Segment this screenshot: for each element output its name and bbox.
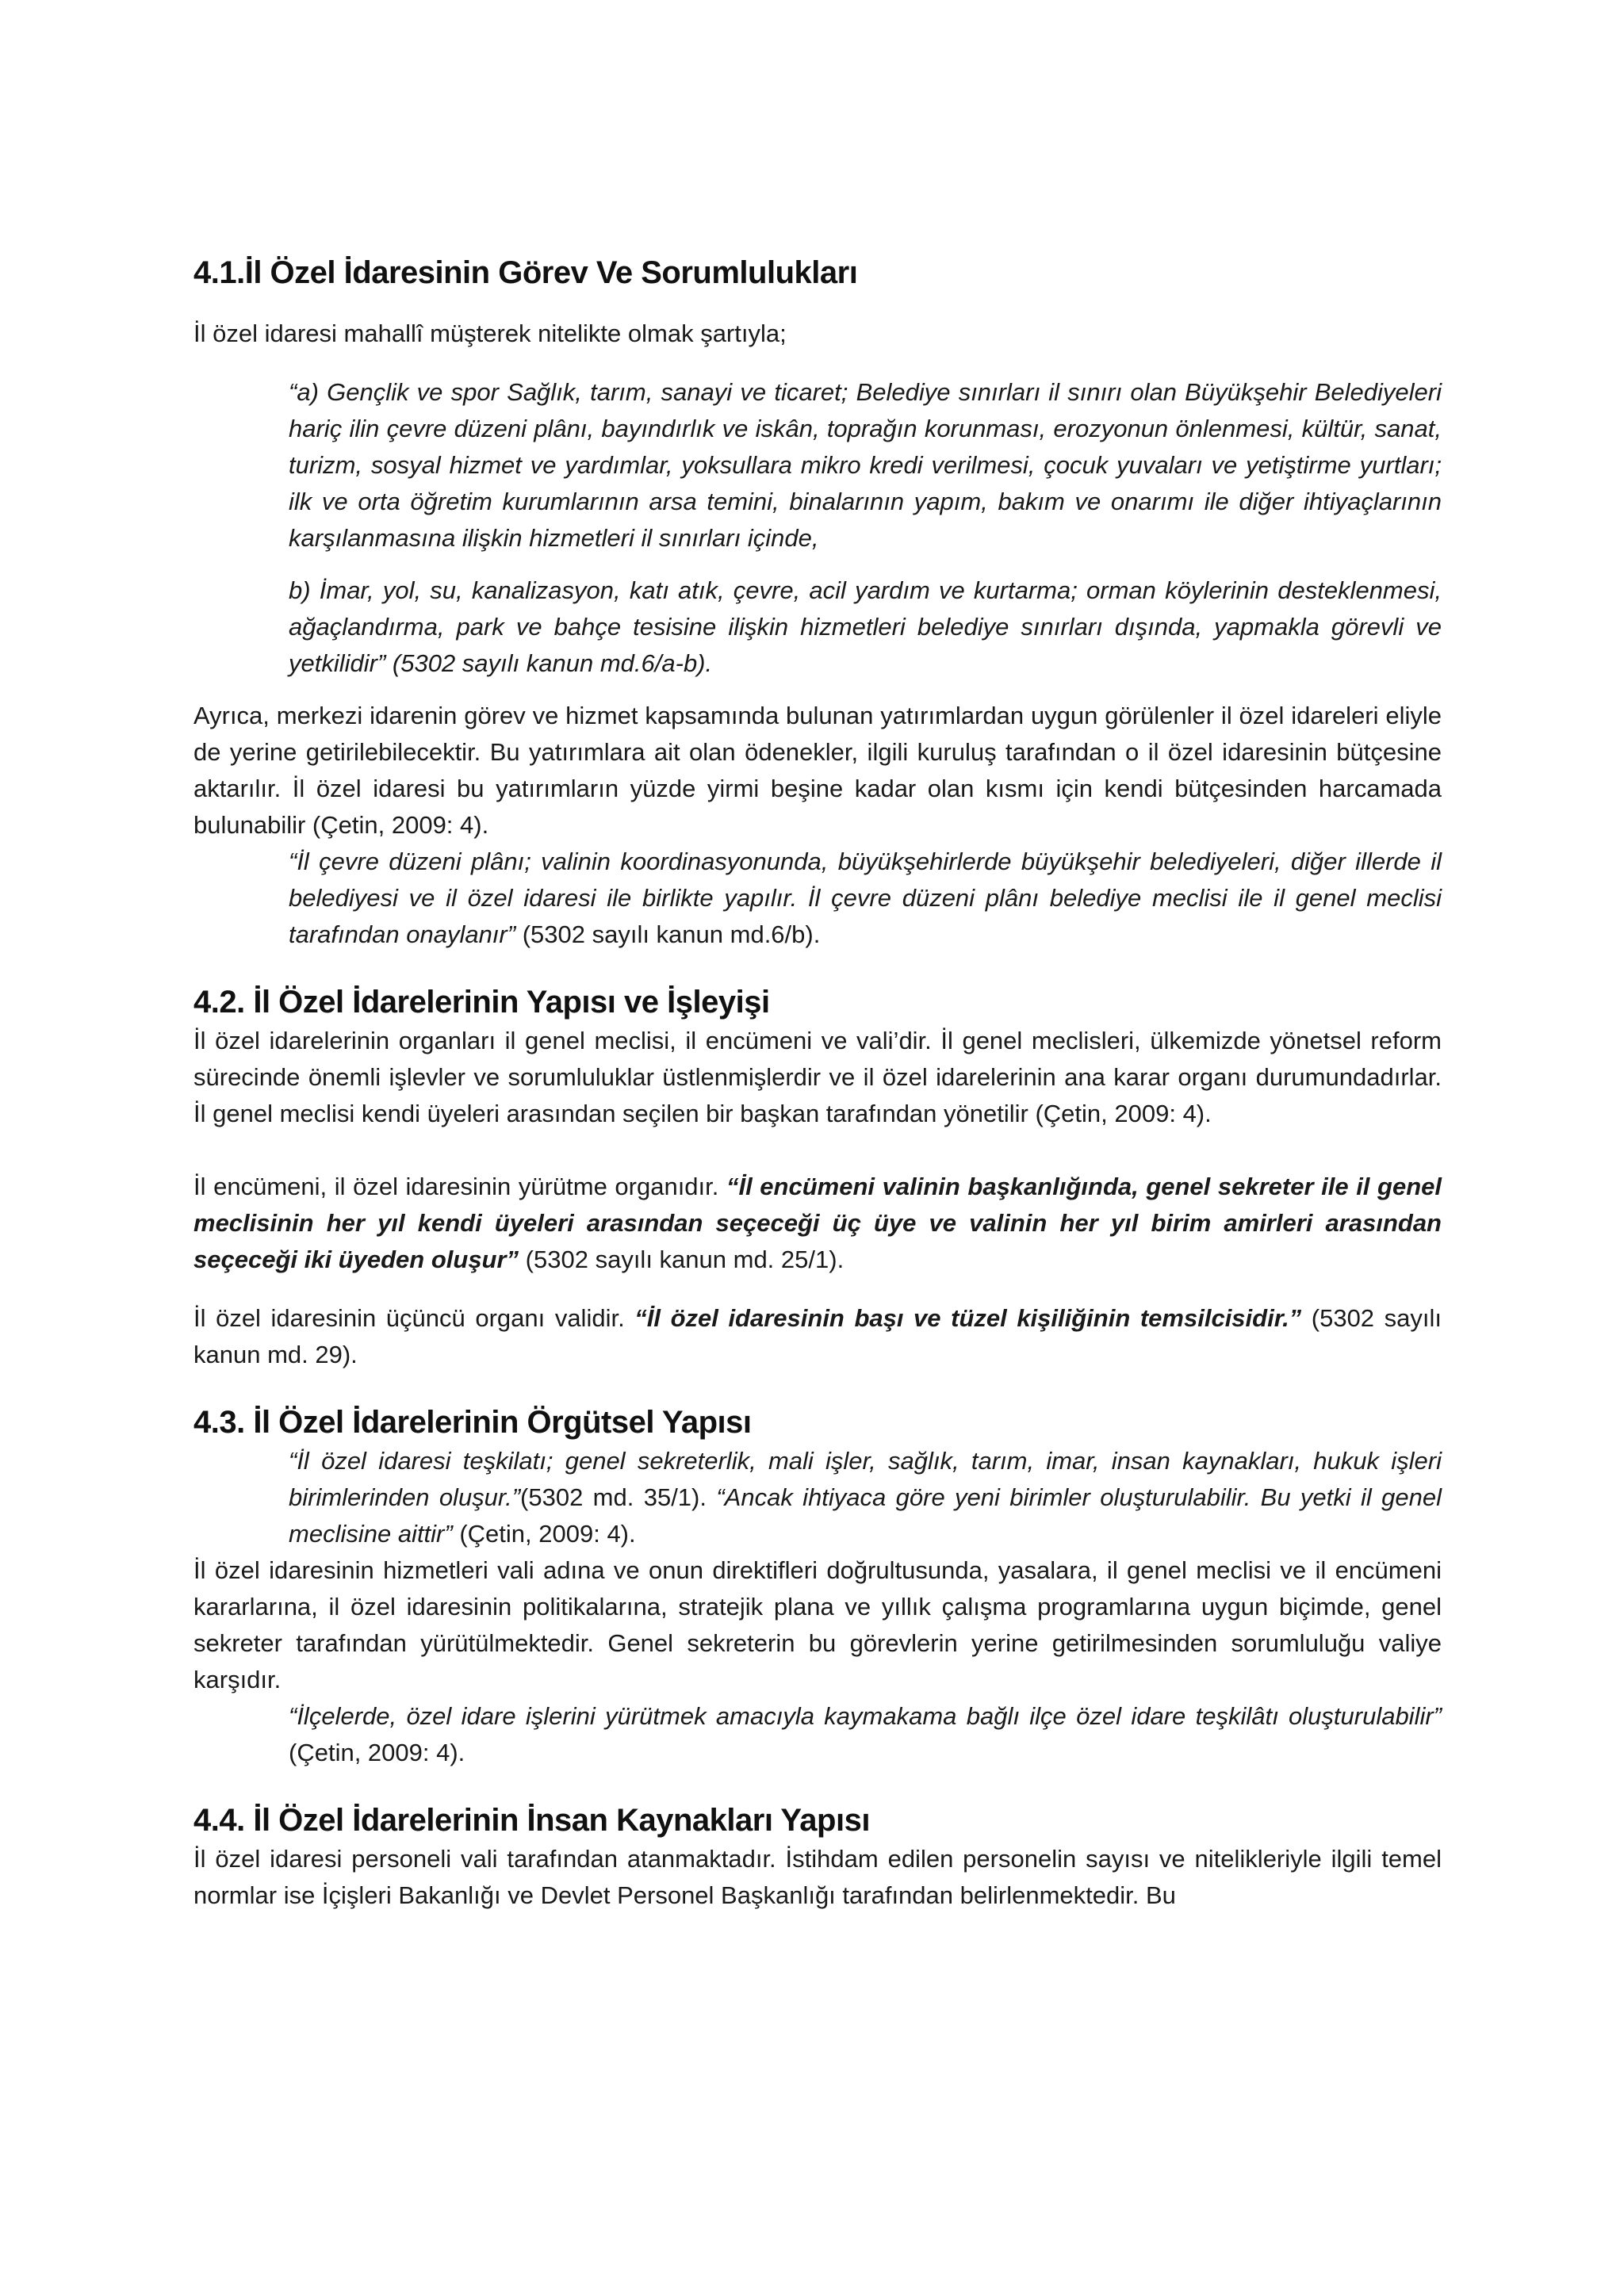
quote-organization-citation: (Çetin, 2009: 4). [452,1520,636,1548]
quote-organization [289,1443,1442,1552]
quote-plan [289,844,1442,953]
quote-district-text: “İlçelerde, özel idare işlerini yürütmek amacıyla kaymakama bağlı ilçe özel idare teşkilâtı oluşturulabilir” [289,1702,1442,1730]
quote-organization-reference: (5302 md. 35/1). [520,1483,717,1511]
paragraph-3-quote: “İl özel idaresinin başı ve tüzel kişiliğinin temsilcisidir.” [634,1304,1302,1332]
quote-organization-text: “İl özel idaresi teşkilatı; genel sekreterlik, mali işler, sağlık, tarım, imar, insan kaynakları, hukuk işleri birimlerinden oluşur.” [289,1447,1442,1511]
paragraph-2-quote: “İl encümeni valinin başkanlığında, genel sekreter ile il genel meclisinin her yıl kendi üyeleri arasından seçeceği üç üye ve valinin her yıl birim amirleri arasından seçeceği iki üyeden oluşur” [193,1173,1442,1273]
section-4-4-paragraph: İl özel idaresi personeli vali tarafından atanmaktadır. İstihdam edilen personelin sayısı ve nitelikleriyle ilgili temel normlar ise İçişleri Bakanlığı ve Devlet Personel Başkanlığı tarafından belirlenmektedir. Bu [193,1845,1442,1909]
section-4-4-heading: 4.4. İl Özel İdarelerinin İnsan Kaynakları Yapısı [193,1803,870,1838]
section-4-2-paragraph-3 [193,1300,1442,1373]
section-4-1-heading: 4.1.İl Özel İdaresinin Görev Ve Sorumlulukları [193,255,858,290]
quote-district-citation: (Çetin, 2009: 4). [289,1739,465,1766]
paragraph-2-reference: (5302 sayılı kanun md. 25/1). [519,1246,845,1273]
document-page [193,252,1442,1914]
paragraph-3-lead: İl özel idaresinin üçüncü organı validir. [193,1304,635,1332]
quote-district [289,1698,1442,1771]
quote-article-a: “a) Gençlik ve spor Sağlık, tarım, sanayi ve ticaret; Belediye sınırları il sınırı olan Büyükşehir Belediyeleri hariç ilin çevre düzeni plânı, bayındırlık ve iskân, toprağın korunması, erozyonun önlenmesi, kültür, sanat, turizm, sosyal hizmet ve yardımlar, yoksullara mikro kredi verilmesi, çocuk yuvaları ve yetiştirme yurtları; ilk ve orta öğretim kurumlarının arsa temini, binalarının yapım, bakım ve onarımı ile diğer ihtiyaçlarının karşılanmasına ilişkin hizmetleri il sınırları içinde, [289,378,1442,552]
quote-article-b: b) İmar, yol, su, kanalizasyon, katı atık, çevre, acil yardım ve kurtarma; orman köylerinin desteklenmesi, ağaçlandırma, park ve bahçe tesisine ilişkin hizmetleri belediye sınırları dışında, yapmakla görevli ve yetkilidir” (5302 sayılı kanun md.6/a-b). [289,576,1442,677]
quote-plan-text: “İl çevre düzeni plânı; valinin koordinasyonunda, büyükşehirlerde büyükşehir belediyeleri, diğer illerde il belediyesi ve il özel idaresi ile birlikte yapılır. İl çevre düzeni plânı belediye meclisi ile il genel meclisi tarafından onaylanır” [289,848,1442,948]
section-4-1-intro: İl özel idaresi mahallî müşterek nitelikte olmak şartıyla; [193,320,787,347]
section-4-2-heading: 4.2. İl Özel İdarelerinin Yapısı ve İşleyişi [193,985,770,1020]
section-4-1-paragraph: Ayrıca, merkezi idarenin görev ve hizmet kapsamında bulunan yatırımlardan uygun görülenler il özel idareleri eliyle de yerine getirilebilecektir. Bu yatırımlara ait olan ödenekler, ilgili kuruluş tarafından o il özel idaresinin bütçesine aktarılır. İl özel idaresi bu yatırımların yüzde yirmi beşine kadar olan kısmı için kendi bütçesinden harcamada bulunabilir (Çetin, 2009: 4). [193,702,1442,839]
paragraph-3-reference: (5302 sayılı kanun md. 29). [193,1304,1442,1368]
quote-plan-reference: (5302 sayılı kanun md.6/b). [515,920,821,948]
section-4-3-paragraph: İl özel idaresinin hizmetleri vali adına ve onun direktifleri doğrultusunda, yasalara, il genel meclisi ve il encümeni kararlarına, il özel idaresinin politikalarına, stratejik plana ve yıllık çalışma programlarına uygun biçimde, genel sekreter tarafından yürütülmektedir. Genel sekreterin bu görevlerin yerine getirilmesinden sorumluluğu valiye karşıdır. [193,1556,1442,1693]
section-4-2-paragraph-1: İl özel idarelerinin organları il genel meclisi, il encümeni ve vali’dir. İl genel meclisleri, ülkemizde yönetsel reform sürecinde önemli işlevler ve sorumluluklar üstlenmişlerdir ve il özel idarelerinin ana karar organı durumundadırlar. İl genel meclisi kendi üyeleri arasından seçilen bir başkan tarafından yönetilir (Çetin, 2009: 4). [193,1027,1442,1127]
quote-organization-extra: “Ancak ihtiyaca göre yeni birimler oluşturulabilir. Bu yetki il genel meclisine aittir” [289,1483,1442,1548]
section-4-2-paragraph-2 [193,1169,1442,1278]
paragraph-2-lead: İl encümeni, il özel idaresinin yürütme organıdır. [193,1173,726,1200]
section-4-3-heading: 4.3. İl Özel İdarelerinin Örgütsel Yapısı [193,1405,752,1440]
